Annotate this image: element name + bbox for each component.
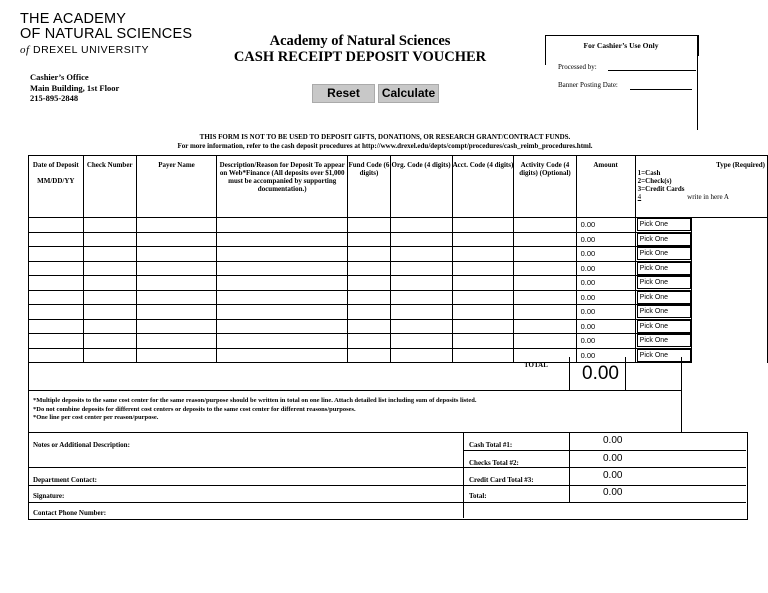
org-cell[interactable] [390,276,452,291]
type-spacer [691,218,767,233]
acct-cell[interactable] [452,232,514,247]
type-4-label: 4 [637,193,642,201]
org-cell[interactable] [390,305,452,320]
fund-cell[interactable] [348,247,390,262]
check-cell[interactable] [83,232,136,247]
col-acct: Acct. Code (4 digits) [452,156,514,218]
processed-by-field[interactable] [608,70,696,71]
payer-cell[interactable] [136,334,216,349]
type-select[interactable]: Pick One [637,218,691,231]
col-check: Check Number [83,156,136,218]
policy-notes [33,397,673,423]
logo-of: of [20,44,30,56]
activity-cell[interactable] [514,261,576,276]
amount-cell: 0.00 [576,247,635,262]
notice-line1: THIS FORM IS NOT TO BE USED TO DEPOSIT GIFTS, DONATIONS, OR RESEARCH GRANT/CONTRACT FUNDS. [199,133,571,141]
check-cell[interactable] [83,247,136,262]
table-row [29,247,768,262]
col-date [29,156,84,218]
type-spacer [691,232,767,247]
description-cell[interactable] [217,290,348,305]
page-title: Academy of Natural Sciences [269,33,451,49]
activity-cell[interactable] [514,334,576,349]
dept-contact-label: Department Contact: [33,476,97,484]
org-cell[interactable] [390,218,452,233]
check-cell[interactable] [83,334,136,349]
org-cell[interactable] [390,334,452,349]
logo-line2: OF NATURAL SCIENCES [20,26,193,42]
note-line3: *One line per cost center per reason/purpose. [33,414,159,421]
acct-cell[interactable] [452,305,514,320]
cash-total-value: 0.00 [603,435,623,446]
acct-cell[interactable] [452,247,514,262]
type-select[interactable]: Pick One [637,291,691,304]
fund-cell[interactable] [348,232,390,247]
fund-cell[interactable] [348,290,390,305]
payer-cell[interactable] [136,305,216,320]
type-spacer [691,261,767,276]
check-cell[interactable] [83,290,136,305]
banner-date-field[interactable] [630,89,692,90]
type-1-label: 1=Cash [637,169,661,177]
acct-cell[interactable] [452,319,514,334]
payer-cell[interactable] [136,319,216,334]
amount-cell: 0.00 [576,290,635,305]
office-line2: Main Building, 1st Floor [30,82,120,93]
type-3-label: 3=Credit Cards [637,185,685,193]
cashier-box-title: For Cashier’s Use Only [583,41,659,50]
activity-cell[interactable] [514,290,576,305]
total-label: TOTAL [524,361,548,369]
type-cell [635,290,691,305]
date-cell[interactable] [29,319,84,334]
description-cell[interactable] [217,334,348,349]
date-cell[interactable] [29,218,84,233]
amount-cell: 0.00 [576,218,635,233]
footer-hline1 [463,450,746,451]
table-row [29,334,768,349]
signature-label: Signature: [33,492,65,500]
type-spacer [691,247,767,262]
type-select[interactable]: Pick One [637,247,691,260]
type-spacer [691,276,767,291]
calculate-button[interactable]: Calculate [378,84,439,103]
amount-cell: 0.00 [576,348,635,363]
checks-total-label: Checks Total #2: [469,459,519,467]
org-cell[interactable] [390,232,452,247]
col-date-label: Date of Deposit [32,161,79,169]
date-cell[interactable] [29,276,84,291]
form-title: CASH RECEIPT DEPOSIT VOUCHER [233,49,487,65]
type-spacer [691,334,767,349]
table-row [29,319,768,334]
col-amount: Amount [576,156,635,218]
amount-cell: 0.00 [576,261,635,276]
total-value: 0.00 [582,363,619,384]
activity-cell[interactable] [514,319,576,334]
amount-cell: 0.00 [576,276,635,291]
notes-label: Notes or Additional Description: [33,441,130,449]
type-select[interactable]: Pick One [637,320,691,333]
col-date-format: MM/DD/YY [37,177,75,185]
acct-cell[interactable] [452,290,514,305]
table-row [29,276,768,291]
payer-cell[interactable] [136,276,216,291]
fund-cell[interactable] [348,319,390,334]
fund-cell[interactable] [348,305,390,320]
table-row [29,218,768,233]
col-type-label: Type (Required) [716,161,765,169]
cash-total-label: Cash Total #1: [469,441,513,449]
academy-logo [20,12,192,42]
footer-hline4 [28,502,746,503]
checks-total-value: 0.00 [603,453,623,464]
deposit-table [28,155,768,363]
type-spacer [691,305,767,320]
logo-line3 [20,44,149,56]
description-cell[interactable] [217,232,348,247]
acct-cell[interactable] [452,218,514,233]
cashier-office-address [30,72,119,104]
acct-cell[interactable] [452,276,514,291]
col-description: Description/Reason for Deposit To appear on Web*Finance (All deposits over $1,000 must be accompanied by supporting documentation.) [217,156,348,218]
type-select[interactable]: Pick One [637,334,691,347]
office-line1: Cashier’s Office [30,72,89,82]
description-cell[interactable] [217,305,348,320]
activity-cell[interactable] [514,276,576,291]
footer-hline2 [28,467,746,468]
notice [130,133,640,150]
acct-cell[interactable] [452,261,514,276]
org-cell[interactable] [390,261,452,276]
description-cell[interactable] [217,276,348,291]
description-cell[interactable] [217,247,348,262]
cc-total-value: 0.00 [603,470,623,481]
note-line1: *Multiple deposits to the same cost center for the same reason/purpose should be written in total on one line. Attach detailed list including sum of deposits listed. [33,397,477,404]
footer-hline3 [28,485,746,486]
type-select[interactable]: Pick One [637,305,691,318]
activity-cell[interactable] [514,305,576,320]
type-4-note: write in here A [687,193,729,201]
amount-cell: 0.00 [576,232,635,247]
fund-cell[interactable] [348,334,390,349]
amount-cell: 0.00 [576,334,635,349]
type-select[interactable]: Pick One [637,262,691,275]
fund-cell[interactable] [348,276,390,291]
check-cell[interactable] [83,276,136,291]
payer-cell[interactable] [136,290,216,305]
col-fund: Fund Code (6 digits) [348,156,390,218]
date-cell[interactable] [29,247,84,262]
type-spacer [691,319,767,334]
col-activity: Activity Code (4 digits) (Optional) [514,156,576,218]
type-cell [635,247,691,262]
date-cell[interactable] [29,290,84,305]
payer-cell[interactable] [136,261,216,276]
type-cell [635,261,691,276]
date-cell[interactable] [29,334,84,349]
type-cell [635,305,691,320]
table-row [29,290,768,305]
logo-drexel: DREXEL UNIVERSITY [32,44,150,56]
note-line2: *Do not combine deposits for different cost centers or deposits to the same cost center for different reasons/purposes. [33,405,356,413]
payer-cell[interactable] [136,247,216,262]
payer-cell[interactable] [136,232,216,247]
activity-cell[interactable] [514,232,576,247]
date-cell[interactable] [29,261,84,276]
activity-cell[interactable] [514,247,576,262]
type-cell [635,218,691,233]
type-select[interactable]: Pick One [637,349,691,362]
cashier-box-right-border [697,35,698,130]
phone-label: Contact Phone Number: [33,509,107,517]
footer-divider [463,432,464,518]
acct-cell[interactable] [452,334,514,349]
table-row [29,232,768,247]
col-org: Org. Code (4 digits) [390,156,452,218]
type-select[interactable]: Pick One [637,233,691,246]
reset-button[interactable]: Reset [312,84,375,103]
date-cell[interactable] [29,232,84,247]
description-cell[interactable] [217,261,348,276]
payer-cell[interactable] [136,218,216,233]
check-cell[interactable] [83,218,136,233]
org-cell[interactable] [390,247,452,262]
col-payer: Payer Name [136,156,216,218]
check-cell[interactable] [83,261,136,276]
table-row [29,261,768,276]
description-cell[interactable] [217,319,348,334]
check-cell[interactable] [83,305,136,320]
check-cell[interactable] [83,319,136,334]
logo-line1: THE ACADEMY [20,11,127,27]
footer-box [28,432,748,520]
type-cell [635,276,691,291]
banner-date-label: Banner Posting Date: [558,81,618,89]
type-cell [635,334,691,349]
table-row [29,305,768,320]
cashier-box-left-border [545,55,547,65]
description-cell[interactable] [217,218,348,233]
activity-cell[interactable] [514,218,576,233]
fund-cell[interactable] [348,261,390,276]
amount-cell: 0.00 [576,319,635,334]
notice-line2: For more information, refer to the cash deposit procedures at http://www.drexel.edu/depts/compt/procedures/cash_reimb_procedures.html. [177,141,593,150]
org-cell[interactable] [390,319,452,334]
office-line3: 215-895-2848 [30,93,79,103]
grand-total-label: Total: [469,492,487,500]
cc-total-label: Credit Card Total #3: [469,476,534,484]
org-cell[interactable] [390,290,452,305]
date-cell[interactable] [29,305,84,320]
processed-by-label: Processed by: [558,63,597,71]
grand-total-value: 0.00 [603,487,623,498]
type-spacer [691,290,767,305]
col-type [635,156,767,218]
type-spacer [691,348,767,363]
amount-cell: 0.00 [576,305,635,320]
type-cell [635,319,691,334]
type-cell [635,232,691,247]
type-2-label: 2=Check(s) [637,177,672,185]
type-select[interactable]: Pick One [637,276,691,289]
fund-cell[interactable] [348,218,390,233]
